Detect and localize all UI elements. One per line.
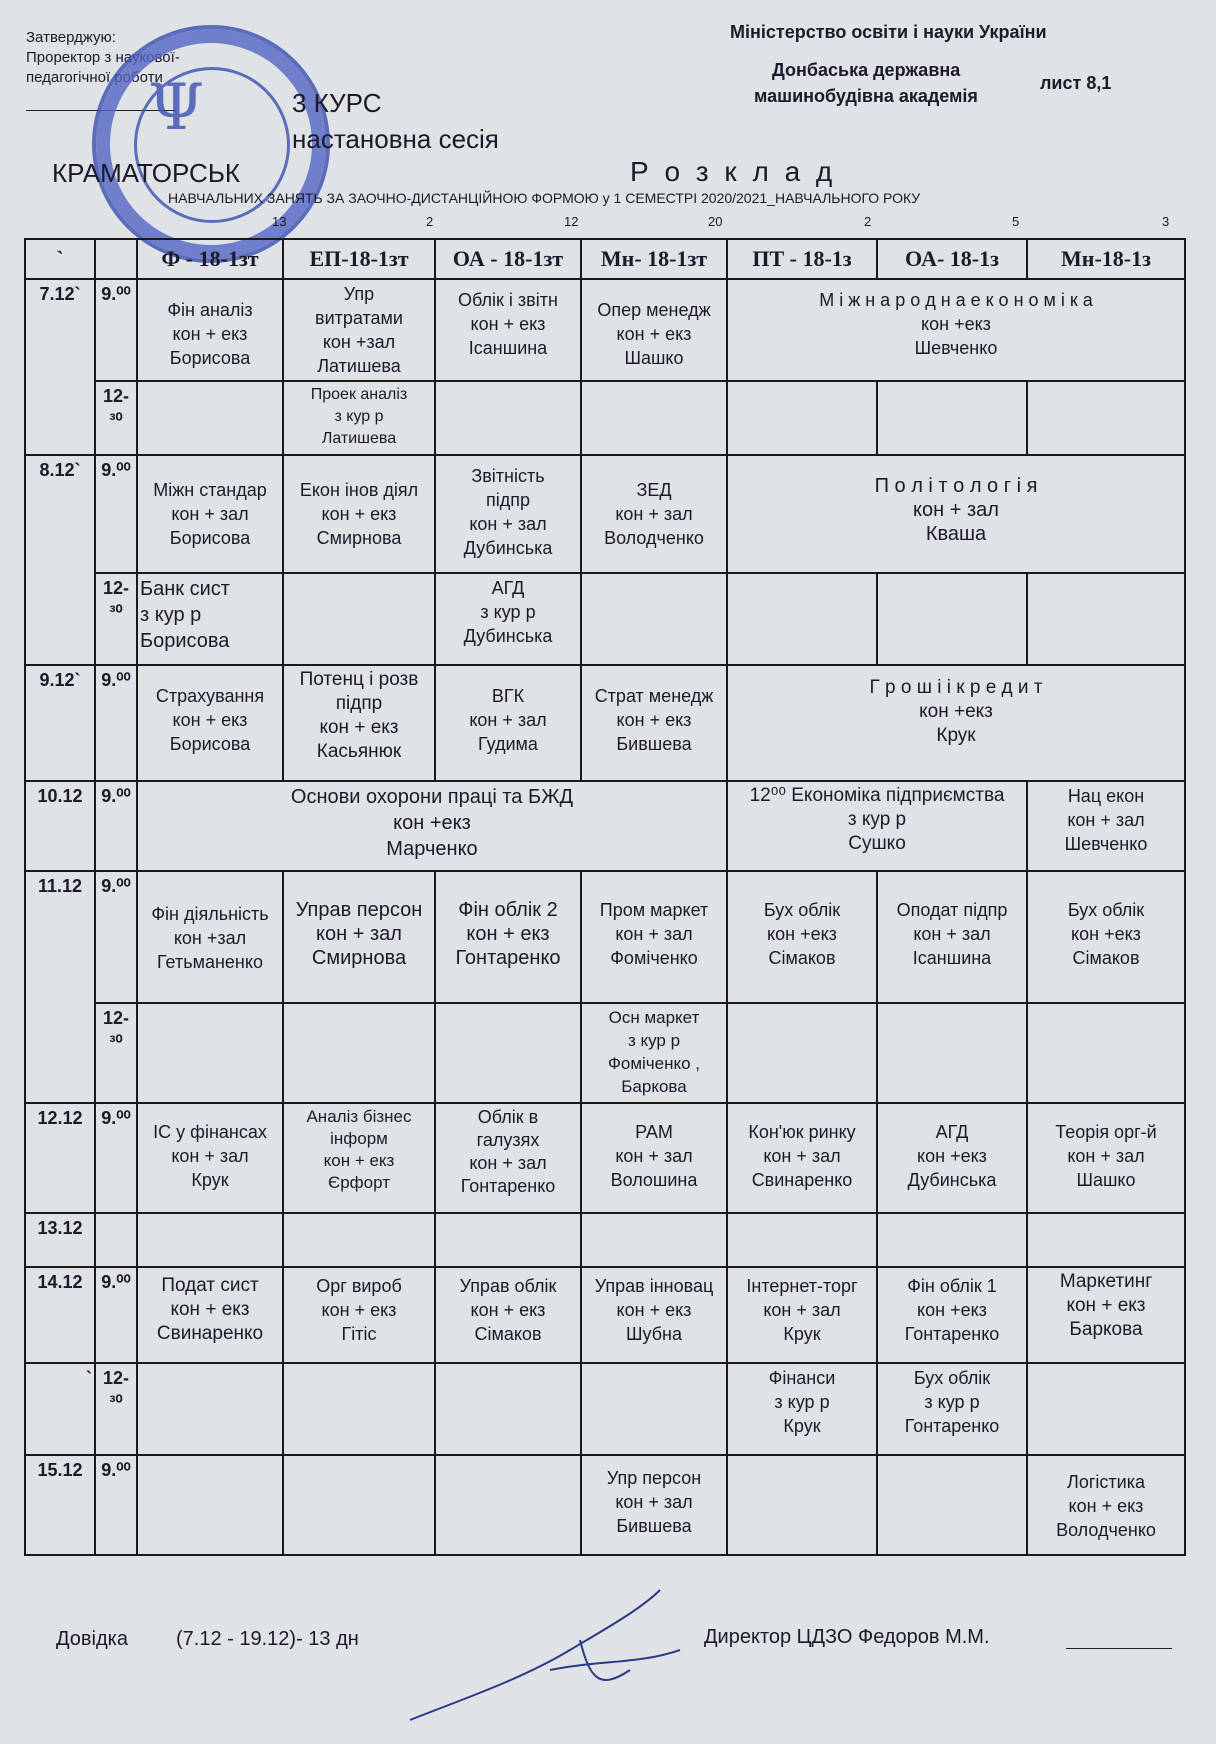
time-cell: 9.⁰⁰: [95, 665, 137, 781]
class-cell: [877, 1213, 1027, 1267]
class-cell: [1027, 1363, 1185, 1455]
class-cell: [581, 381, 727, 455]
class-cell-merged: Г р о ш і і к р е д и т кон +екз Крук: [727, 665, 1185, 781]
time-cell: 12-³⁰: [95, 1003, 137, 1103]
director-label: Директор ЦДЗО Федоров М.М.: [704, 1626, 990, 1648]
class-cell-merged: П о л і т о л о г і я кон + зал Кваша: [727, 455, 1185, 573]
class-cell: [283, 1213, 435, 1267]
class-cell: Проек аналіз з кур р Латишева: [283, 381, 435, 455]
corner-cell: `: [25, 239, 95, 279]
table-row: [25, 781, 1185, 871]
time-cell: 9.⁰⁰: [95, 1103, 137, 1213]
time-cell: 9.⁰⁰: [95, 455, 137, 573]
class-cell: Нац екон кон + зал Шевченко: [1027, 781, 1185, 871]
class-cell: АГД з кур р Дубинська: [435, 573, 581, 665]
group-header: Мн- 18-1зт: [581, 239, 727, 279]
class-cell: [727, 1003, 877, 1103]
date-cell: 11.12: [25, 871, 95, 1103]
group-header: ПТ - 18-1з: [727, 239, 877, 279]
class-cell: Орг вироб кон + екз Гітіс: [283, 1267, 435, 1363]
class-cell: Подат сист кон + екз Свинаренко: [137, 1267, 283, 1363]
time-cell: 9.⁰⁰: [95, 871, 137, 1003]
time-cell: 12-³⁰: [95, 573, 137, 665]
class-cell: [435, 1213, 581, 1267]
group-count: 3: [1162, 214, 1170, 229]
class-cell: Упр витратами кон +зал Латишева: [283, 279, 435, 381]
note-value: (7.12 - 19.12)- 13 дн: [176, 1628, 359, 1650]
class-cell: [137, 1455, 283, 1555]
class-cell: Бух облік кон +екз Сімаков: [1027, 871, 1185, 1003]
table-row: [25, 455, 1185, 573]
city-label: КРАМАТОРСЬК: [52, 158, 241, 188]
class-cell: [283, 1003, 435, 1103]
class-cell: [727, 1213, 877, 1267]
class-cell: [581, 573, 727, 665]
class-cell: [1027, 573, 1185, 665]
class-cell: Облік в галузях кон + зал Гонтаренко: [435, 1103, 581, 1213]
class-cell: Аналіз бізнес інформ кон + екз Єрфорт: [283, 1103, 435, 1213]
class-cell: Страхування кон + екз Борисова: [137, 665, 283, 781]
group-header: ОА - 18-1зт: [435, 239, 581, 279]
director-signature: [400, 1580, 740, 1730]
academy-line2: машинобудівна академія: [754, 86, 978, 106]
class-cell: Логістика кон + екз Володченко: [1027, 1455, 1185, 1555]
class-cell: Фін аналіз кон + екз Борисова: [137, 279, 283, 381]
group-count: 5: [1012, 214, 1020, 229]
class-cell: [727, 381, 877, 455]
class-cell: [137, 381, 283, 455]
group-header: ОА- 18-1з: [877, 239, 1027, 279]
class-cell: [435, 1003, 581, 1103]
class-cell: Осн маркет з кур р Фоміченко , Баркова: [581, 1003, 727, 1103]
group-header: ЕП-18-1зт: [283, 239, 435, 279]
class-cell: [137, 1363, 283, 1455]
group-counts: [0, 214, 1216, 232]
date-cell: 14.12: [25, 1267, 95, 1363]
group-count: 12: [564, 214, 579, 229]
approval-line: Затверджую:: [26, 29, 116, 46]
class-cell: [137, 1003, 283, 1103]
class-cell: [581, 1213, 727, 1267]
group-count: 2: [426, 214, 434, 229]
class-cell: [1027, 1003, 1185, 1103]
ministry-name: Міністерство освіти і науки України: [730, 22, 1047, 42]
class-cell: Управ облік кон + екз Сімаков: [435, 1267, 581, 1363]
table-row: [25, 871, 1185, 1003]
schedule-table: [24, 238, 1186, 1556]
table-row: [25, 1103, 1185, 1213]
class-cell: Фінанси з кур р Крук: [727, 1363, 877, 1455]
table-row: [25, 665, 1185, 781]
class-cell: Звітність підпр кон + зал Дубинська: [435, 455, 581, 573]
class-cell: [435, 1363, 581, 1455]
class-cell: Управ персон кон + зал Смирнова: [283, 871, 435, 1003]
table-row: [25, 381, 1185, 455]
class-cell: [877, 381, 1027, 455]
class-cell: ІС у фінансах кон + зал Крук: [137, 1103, 283, 1213]
time-cell: 9.⁰⁰: [95, 1455, 137, 1555]
sheet-number: лист 8,1: [1040, 73, 1112, 93]
date-cell: 7.12`: [25, 279, 95, 455]
time-cell: 9.⁰⁰: [95, 1267, 137, 1363]
class-cell: [877, 573, 1027, 665]
table-row: [25, 1003, 1185, 1103]
date-cell: `: [25, 1363, 95, 1455]
class-cell-merged: Основи охорони праці та БЖД кон +екз Марченко: [137, 781, 727, 871]
class-cell: [1027, 381, 1185, 455]
class-cell: Опер менедж кон + екз Шашко: [581, 279, 727, 381]
class-cell: Оподат підпр кон + зал Ісаншина: [877, 871, 1027, 1003]
group-count: 2: [864, 214, 872, 229]
class-cell: Теорія орг-й кон + зал Шашко: [1027, 1103, 1185, 1213]
class-cell: ВГК кон + зал Гудима: [435, 665, 581, 781]
course-label: 3 КУРС: [292, 88, 382, 118]
class-cell: Маркетинг кон + екз Баркова: [1027, 1267, 1185, 1363]
class-cell: [283, 1363, 435, 1455]
class-cell: [137, 1213, 283, 1267]
class-cell: Фін облік 1 кон +екз Гонтаренко: [877, 1267, 1027, 1363]
class-cell: [435, 381, 581, 455]
class-cell: [435, 1455, 581, 1555]
class-cell: Управ інновац кон + екз Шубна: [581, 1267, 727, 1363]
class-cell: [877, 1003, 1027, 1103]
date-cell: 12.12: [25, 1103, 95, 1213]
class-cell: Банк сист з кур р Борисова: [137, 573, 283, 665]
table-row: [25, 1455, 1185, 1555]
class-cell: Облік і звітн кон + екз Ісаншина: [435, 279, 581, 381]
class-cell: [581, 1363, 727, 1455]
class-cell: Пром маркет кон + зал Фоміченко: [581, 871, 727, 1003]
approval-line: Проректор з наукової-: [26, 49, 180, 66]
time-cell: [95, 1213, 137, 1267]
session-label: настановна сесія: [292, 124, 499, 154]
class-cell-merged: М і ж н а р о д н а е к о н о м і к а кон +екз Шевченко: [727, 279, 1185, 381]
date-cell: 15.12: [25, 1455, 95, 1555]
table-row: [25, 1213, 1185, 1267]
class-cell: Інтернет-торг кон + зал Крук: [727, 1267, 877, 1363]
class-cell: [727, 1455, 877, 1555]
class-cell: [727, 573, 877, 665]
group-count: 13: [272, 214, 287, 229]
class-cell: Бух облік з кур р Гонтаренко: [877, 1363, 1027, 1455]
date-cell: 9.12`: [25, 665, 95, 781]
table-row: [25, 279, 1185, 381]
time-cell: 12-³⁰: [95, 1363, 137, 1455]
class-cell: [1027, 1213, 1185, 1267]
class-cell: РАМ кон + зал Волошина: [581, 1103, 727, 1213]
group-header: Ф - 18-1зт: [137, 239, 283, 279]
class-cell: ЗЕД кон + зал Володченко: [581, 455, 727, 573]
note-label: Довідка: [56, 1628, 128, 1650]
page-subtitle: НАВЧАЛЬНИХ ЗАНЯТЬ ЗА ЗАОЧНО-ДИСТАНЦІЙНОЮ ФОРМОЮ у 1 СЕМЕСТРІ 2020/2021_НАВЧАЛЬНОГО РОКУ: [168, 190, 921, 206]
table-row: [25, 1267, 1185, 1363]
date-cell: 10.12: [25, 781, 95, 871]
class-cell: Упр персон кон + зал Бившева: [581, 1455, 727, 1555]
time-cell: 9.⁰⁰: [95, 279, 137, 381]
class-cell: Потенц і розв підпр кон + екз Касьянюк: [283, 665, 435, 781]
date-cell: 8.12`: [25, 455, 95, 665]
date-cell: 13.12: [25, 1213, 95, 1267]
approval-line: педагогічної роботи: [26, 69, 163, 86]
time-cell: 12-³⁰: [95, 381, 137, 455]
class-cell: [877, 1455, 1027, 1555]
class-cell: Фін діяльність кон +зал Гетьманенко: [137, 871, 283, 1003]
class-cell-merged: 12⁰⁰ Економіка підприємства з кур р Сушко: [727, 781, 1027, 871]
page-title: Р о з к л а д: [630, 156, 837, 187]
class-cell: Кон'юк ринку кон + зал Свинаренко: [727, 1103, 877, 1213]
class-cell: АГД кон +екз Дубинська: [877, 1103, 1027, 1213]
trident-icon: Ψ: [148, 71, 205, 145]
class-cell: [283, 573, 435, 665]
class-cell: Бух облік кон +екз Сімаков: [727, 871, 877, 1003]
academy-line1: Донбаська державна: [772, 60, 961, 80]
director-signature-line: [1066, 1648, 1172, 1649]
corner-cell: [95, 239, 137, 279]
class-cell: [283, 1455, 435, 1555]
table-row: [25, 1363, 1185, 1455]
class-cell: Страт менедж кон + екз Бившева: [581, 665, 727, 781]
class-cell: Екон інов діял кон + екз Смирнова: [283, 455, 435, 573]
header-row: [25, 239, 1185, 279]
group-header: Мн-18-1з: [1027, 239, 1185, 279]
table-row: [25, 573, 1185, 665]
time-cell: 9.⁰⁰: [95, 781, 137, 871]
class-cell: Міжн стандар кон + зал Борисова: [137, 455, 283, 573]
group-count: 20: [708, 214, 723, 229]
class-cell: Фін облік 2 кон + екз Гонтаренко: [435, 871, 581, 1003]
